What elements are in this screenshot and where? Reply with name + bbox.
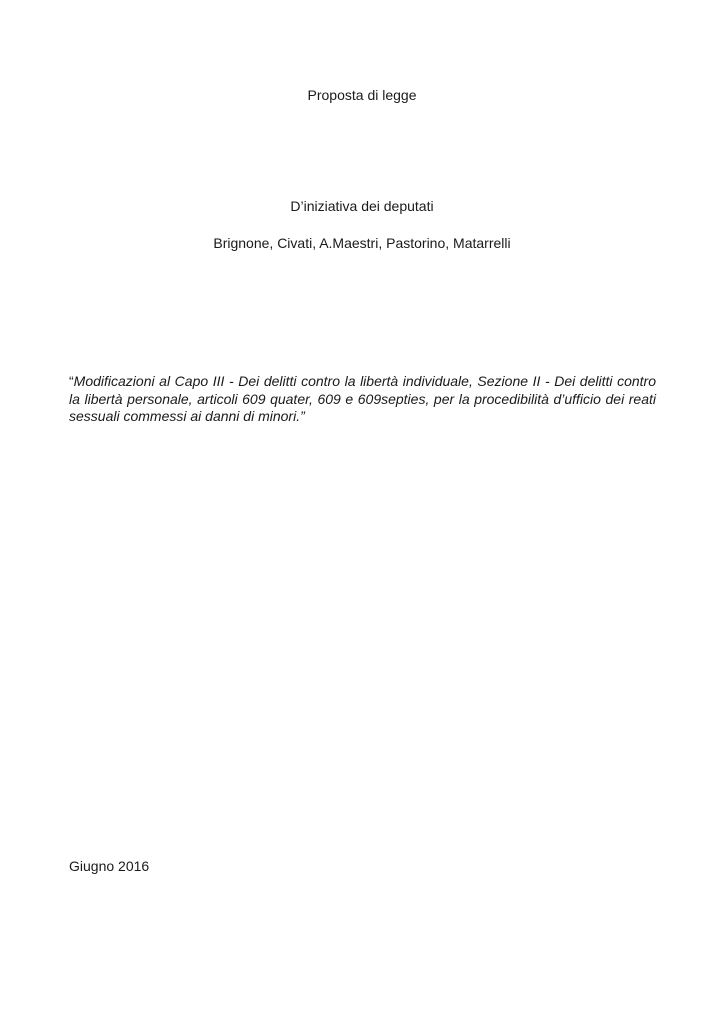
bill-subject bbox=[69, 373, 656, 426]
authors-list: Brignone, Civati, A.Maestri, Pastorino, Matarrelli bbox=[213, 235, 511, 251]
subject-text: Modificazioni al Capo III - Dei delitti contro la libertà individuale, Sezione II - Dei delitti contro la libertà personale, articoli 609 quater, 609 e 609septies, per la procedibilità d’ufficio dei reati sessuali commessi ai danni di minori.” bbox=[69, 373, 656, 424]
initiative-line: D’iniziativa dei deputati bbox=[290, 198, 434, 214]
document-title: Proposta di legge bbox=[307, 87, 417, 103]
document-date: Giugno 2016 bbox=[69, 858, 150, 874]
subject-open-quote: “ bbox=[69, 373, 74, 389]
